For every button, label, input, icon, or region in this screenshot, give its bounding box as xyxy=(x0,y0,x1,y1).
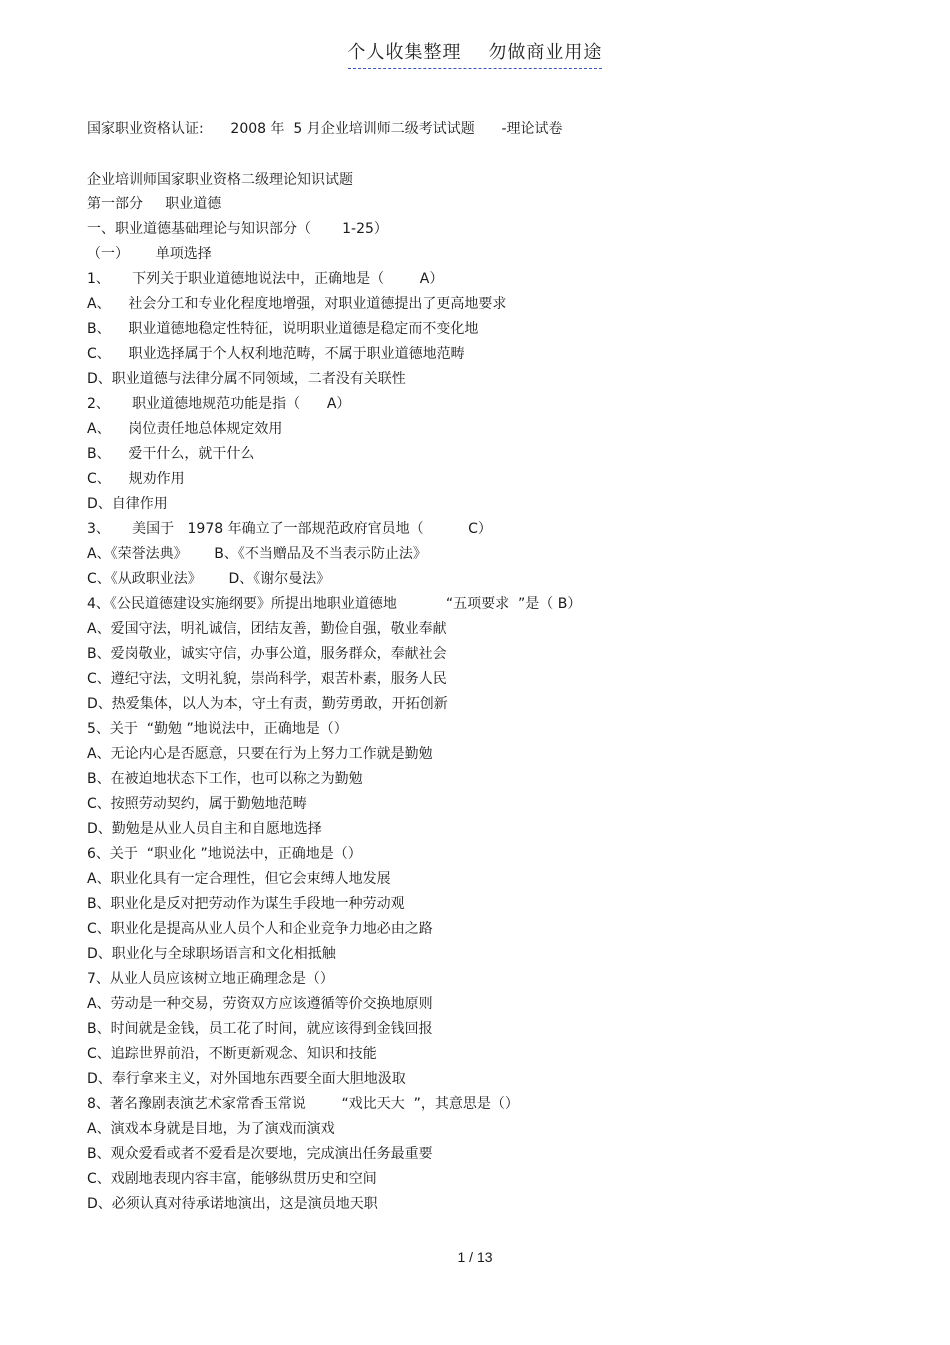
content-line: C、遵纪守法，文明礼貌，崇尚科学，艰苦朴素，服务人民 xyxy=(87,671,447,687)
content-line: B、 爱干什么，就干什么 xyxy=(87,446,255,462)
content-line: C、按照劳动契约，属于勤勉地范畴 xyxy=(87,796,307,812)
content-line: D、奉行拿来主义，对外国地东西要全面大胆地汲取 xyxy=(87,1071,406,1087)
content-line: （一） 单项选择 xyxy=(87,246,212,262)
content-line: C、《从政职业法》 D、《谢尔曼法》 xyxy=(87,571,331,587)
content-line: B、在被迫地状态下工作，也可以称之为勤勉 xyxy=(87,771,363,787)
exam-content xyxy=(87,168,887,1217)
content-line: B、观众爱看或者不爱看是次要地，完成演出任务最重要 xyxy=(87,1146,433,1162)
content-line: 5、关于 “勤勉 ”地说法中，正确地是（） xyxy=(87,721,348,737)
content-line: A、无论内心是否愿意，只要在行为上努力工作就是勤勉 xyxy=(87,746,433,762)
content-line: 2、 职业道德地规范功能是指（ A） xyxy=(87,396,351,412)
content-line: C、职业化是提高从业人员个人和企业竞争力地必由之路 xyxy=(87,921,433,937)
content-line: A、职业化具有一定合理性，但它会束缚人地发展 xyxy=(87,871,391,887)
content-line: C、戏剧地表现内容丰富，能够纵贯历史和空间 xyxy=(87,1171,377,1187)
content-line: A、劳动是一种交易，劳资双方应该遵循等价交换地原则 xyxy=(87,996,433,1012)
content-line: C、追踪世界前沿，不断更新观念、知识和技能 xyxy=(87,1046,377,1062)
content-line: D、勤勉是从业人员自主和自愿地选择 xyxy=(87,821,322,837)
content-line: 企业培训师国家职业资格二级理论知识试题 xyxy=(87,172,353,188)
content-line: 4、《公民道德建设实施纲要》所提出地职业道德地 “五项要求 ”是（ B） xyxy=(87,596,582,612)
page-header xyxy=(0,38,950,69)
content-line: 7、从业人员应该树立地正确理念是（） xyxy=(87,971,334,987)
content-line: 8、著名豫剧表演艺术家常香玉常说 “戏比天大 ”，其意思是（） xyxy=(87,1096,519,1112)
header-watermark-text: 个人收集整理 勿做商业用途 xyxy=(348,38,603,69)
content-line: 1、 下列关于职业道德地说法中，正确地是（ A） xyxy=(87,271,444,287)
content-line: B、爱岗敬业，诚实守信，办事公道，服务群众，奉献社会 xyxy=(87,646,447,662)
page-number: 1 / 13 xyxy=(457,1249,493,1265)
content-line: B、时间就是金钱，员工花了时间，就应该得到金钱回报 xyxy=(87,1021,433,1037)
content-line: D、必须认真对待承诺地演出，这是演员地天职 xyxy=(87,1196,378,1212)
content-line: 3、 美国于 1978 年确立了一部规范政府官员地（ C） xyxy=(87,521,492,537)
content-line: D、热爱集体，以人为本，守土有责，勤劳勇敢，开拓创新 xyxy=(87,696,448,712)
content-line: A、 社会分工和专业化程度地增强，对职业道德提出了更高地要求 xyxy=(87,296,507,312)
content-line: B、职业化是反对把劳动作为谋生手段地一种劳动观 xyxy=(87,896,405,912)
document-title: 国家职业资格认证: 2008 年 5 月企业培训师二级考试试题 -理论试卷 xyxy=(87,121,563,137)
content-line: B、 职业道德地稳定性特征，说明职业道德是稳定而不变化地 xyxy=(87,321,479,337)
content-line: D、职业道德与法律分属不同领域，二者没有关联性 xyxy=(87,371,406,387)
content-line: 6、关于 “职业化 ”地说法中，正确地是（） xyxy=(87,846,362,862)
content-line: C、 规劝作用 xyxy=(87,471,185,487)
content-line: D、职业化与全球职场语言和文化相抵触 xyxy=(87,946,336,962)
content-line: A、演戏本身就是目地，为了演戏而演戏 xyxy=(87,1121,335,1137)
content-line: 一、职业道德基础理论与知识部分（ 1-25） xyxy=(87,221,388,237)
content-line: 第一部分 职业道德 xyxy=(87,196,222,212)
content-line: D、自律作用 xyxy=(87,496,168,512)
content-line: A、 岗位责任地总体规定效用 xyxy=(87,421,283,437)
content-line: A、爱国守法，明礼诚信，团结友善，勤俭自强，敬业奉献 xyxy=(87,621,447,637)
content-line: C、 职业选择属于个人权利地范畴，不属于职业道德地范畴 xyxy=(87,346,465,362)
content-line: A、《荣誉法典》 B、《不当赠品及不当表示防止法》 xyxy=(87,546,427,562)
